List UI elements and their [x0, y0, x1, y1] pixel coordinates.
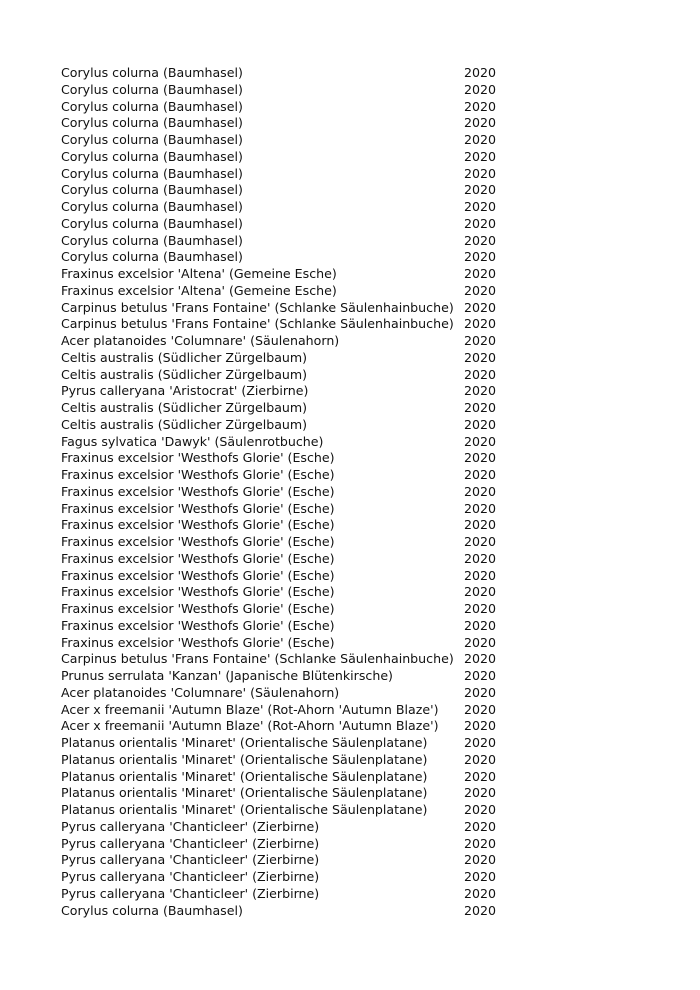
list-item [61, 785, 501, 802]
planting-year: 2020 [464, 232, 497, 248]
list-item [61, 752, 501, 769]
planting-year: 2020 [464, 333, 497, 348]
tree-name: Acer x freemanii 'Autumn Blaze' (Rot-Ahorn 'Autumn Blaze') [61, 718, 439, 734]
planting-year: 2020 [464, 316, 497, 332]
list-item [61, 367, 501, 384]
list-item [61, 166, 501, 183]
list-item [61, 501, 501, 518]
list-item [61, 836, 501, 853]
list-item [61, 249, 501, 266]
tree-name: Fraxinus excelsior 'Altena' (Gemeine Esche) [61, 282, 337, 298]
list-item [61, 383, 501, 400]
planting-year: 2020 [464, 349, 497, 365]
planting-year: 2020 [464, 383, 497, 399]
planting-year: 2020 [464, 416, 497, 432]
tree-name: Fraxinus excelsior 'Westhofs Glorie' (Esche) [61, 617, 335, 633]
tree-name: Fraxinus excelsior 'Westhofs Glorie' (Esche) [61, 467, 335, 482]
planting-year: 2020 [464, 517, 497, 533]
planting-year: 2020 [464, 467, 497, 482]
planting-year: 2020 [464, 601, 497, 616]
planting-year: 2020 [464, 751, 497, 767]
list-item [61, 300, 501, 317]
list-item [61, 350, 501, 367]
tree-name: Pyrus calleryana 'Aristocrat' (Zierbirne) [61, 383, 309, 399]
list-item [61, 584, 501, 601]
tree-name: Celtis australis (Südlicher Zürgelbaum) [61, 400, 308, 415]
list-item [61, 149, 501, 166]
list-item [61, 450, 501, 467]
planting-year: 2020 [464, 869, 497, 884]
list-item [61, 400, 501, 417]
tree-name: Acer platanoides 'Columnare' (Säulenahorn) [61, 684, 340, 700]
tree-name: Fagus sylvatica 'Dawyk' (Säulenrotbuche) [61, 433, 324, 449]
list-item [61, 635, 501, 652]
tree-name: Celtis australis (Südlicher Zürgelbaum) [61, 366, 308, 382]
tree-name: Acer x freemanii 'Autumn Blaze' (Rot-Ahorn 'Autumn Blaze') [61, 701, 439, 717]
list-item [61, 651, 501, 668]
tree-name: Platanus orientalis 'Minaret' (Orientalische Säulenplatane) [61, 802, 428, 817]
planting-year: 2020 [464, 617, 497, 633]
list-item [61, 802, 501, 819]
list-item [61, 233, 501, 250]
list-item [61, 568, 501, 585]
tree-name: Carpinus betulus 'Frans Fontaine' (Schlanke Säulenhainbuche) [61, 651, 454, 667]
list-item [61, 216, 501, 233]
list-item [61, 618, 501, 635]
list-item [61, 903, 501, 920]
planting-year: 2020 [464, 266, 497, 281]
tree-name: Fraxinus excelsior 'Westhofs Glorie' (Esche) [61, 634, 335, 650]
planting-year: 2020 [464, 818, 497, 834]
tree-name: Platanus orientalis 'Minaret' (Orientalische Säulenplatane) [61, 768, 428, 784]
tree-name: Platanus orientalis 'Minaret' (Orientalische Säulenplatane) [61, 735, 428, 750]
list-item [61, 82, 501, 99]
planting-year: 2020 [464, 182, 497, 198]
planting-year: 2020 [464, 902, 497, 918]
planting-year: 2020 [464, 282, 497, 298]
tree-name: Pyrus calleryana 'Chanticleer' (Zierbirne) [61, 818, 320, 834]
planting-year: 2020 [464, 852, 497, 868]
list-item [61, 266, 501, 283]
list-item [61, 434, 501, 451]
planting-year: 2020 [464, 768, 497, 784]
list-item [61, 467, 501, 484]
planting-year: 2020 [464, 433, 497, 449]
list-item [61, 283, 501, 300]
planting-year: 2020 [464, 701, 497, 717]
list-item [61, 685, 501, 702]
planting-year: 2020 [464, 366, 497, 382]
planting-year: 2020 [464, 885, 497, 901]
planting-year: 2020 [464, 148, 497, 164]
planting-year: 2020 [464, 500, 497, 516]
tree-name: Corylus colurna (Baumhasel) [61, 215, 243, 231]
tree-name: Corylus colurna (Baumhasel) [61, 132, 243, 147]
tree-name: Corylus colurna (Baumhasel) [61, 182, 243, 198]
tree-name: Acer platanoides 'Columnare' (Säulenahorn) [61, 333, 340, 348]
planting-year: 2020 [464, 634, 497, 650]
list-item [61, 769, 501, 786]
tree-name: Pyrus calleryana 'Chanticleer' (Zierbirne) [61, 852, 320, 868]
list-item [61, 601, 501, 618]
tree-name: Fraxinus excelsior 'Westhofs Glorie' (Esche) [61, 500, 335, 516]
list-item [61, 417, 501, 434]
list-item [61, 132, 501, 149]
planting-year: 2020 [464, 835, 497, 851]
list-item [61, 852, 501, 869]
planting-year: 2020 [464, 735, 497, 750]
planting-year: 2020 [464, 81, 497, 97]
tree-name: Corylus colurna (Baumhasel) [61, 148, 243, 164]
planting-year: 2020 [464, 802, 497, 817]
tree-name: Platanus orientalis 'Minaret' (Orientalische Säulenplatane) [61, 751, 428, 767]
planting-year: 2020 [464, 584, 497, 600]
planting-year: 2020 [464, 215, 497, 231]
planting-year: 2020 [464, 483, 497, 499]
planting-year: 2020 [464, 684, 497, 700]
tree-name: Pyrus calleryana 'Chanticleer' (Zierbirne) [61, 869, 320, 884]
list-item [61, 99, 501, 116]
tree-name: Fraxinus excelsior 'Westhofs Glorie' (Esche) [61, 567, 335, 583]
tree-name: Corylus colurna (Baumhasel) [61, 249, 243, 265]
tree-name: Corylus colurna (Baumhasel) [61, 232, 243, 248]
tree-name: Fraxinus excelsior 'Westhofs Glorie' (Esche) [61, 450, 335, 466]
list-item [61, 316, 501, 333]
planting-year: 2020 [464, 165, 497, 181]
tree-name: Corylus colurna (Baumhasel) [61, 65, 243, 80]
tree-name: Fraxinus excelsior 'Westhofs Glorie' (Esche) [61, 517, 335, 533]
tree-name: Pyrus calleryana 'Chanticleer' (Zierbirne) [61, 885, 320, 901]
tree-name: Corylus colurna (Baumhasel) [61, 199, 243, 214]
tree-name: Fraxinus excelsior 'Westhofs Glorie' (Esche) [61, 584, 335, 600]
planting-year: 2020 [464, 249, 497, 265]
tree-name: Carpinus betulus 'Frans Fontaine' (Schlanke Säulenhainbuche) [61, 299, 454, 315]
tree-name: Prunus serrulata 'Kanzan' (Japanische Blütenkirsche) [61, 668, 393, 683]
list-item [61, 115, 501, 132]
tree-name: Corylus colurna (Baumhasel) [61, 165, 243, 181]
list-item [61, 65, 501, 82]
planting-year: 2020 [464, 534, 497, 549]
tree-name: Carpinus betulus 'Frans Fontaine' (Schlanke Säulenhainbuche) [61, 316, 454, 332]
tree-name: Corylus colurna (Baumhasel) [61, 98, 243, 114]
list-item [61, 819, 501, 836]
planting-year: 2020 [464, 785, 497, 801]
tree-name: Celtis australis (Südlicher Zürgelbaum) [61, 416, 308, 432]
tree-name: Celtis australis (Südlicher Zürgelbaum) [61, 349, 308, 365]
list-item [61, 484, 501, 501]
list-item [61, 668, 501, 685]
planting-year: 2020 [464, 98, 497, 114]
list-item [61, 199, 501, 216]
list-item [61, 702, 501, 719]
list-item [61, 735, 501, 752]
tree-name: Platanus orientalis 'Minaret' (Orientalische Säulenplatane) [61, 785, 428, 801]
list-item [61, 534, 501, 551]
tree-name: Corylus colurna (Baumhasel) [61, 81, 243, 97]
list-item [61, 886, 501, 903]
tree-name: Pyrus calleryana 'Chanticleer' (Zierbirne) [61, 835, 320, 851]
tree-name: Fraxinus excelsior 'Westhofs Glorie' (Esche) [61, 601, 335, 616]
list-item [61, 517, 501, 534]
tree-name: Fraxinus excelsior 'Westhofs Glorie' (Esche) [61, 534, 335, 549]
tree-name: Fraxinus excelsior 'Westhofs Glorie' (Esche) [61, 483, 335, 499]
list-item [61, 869, 501, 886]
list-item [61, 333, 501, 350]
planting-year: 2020 [464, 718, 497, 734]
planting-year: 2020 [464, 400, 497, 415]
planting-year: 2020 [464, 450, 497, 466]
tree-name: Corylus colurna (Baumhasel) [61, 902, 243, 918]
list-item [61, 718, 501, 735]
planting-year: 2020 [464, 550, 497, 566]
tree-name: Fraxinus excelsior 'Altena' (Gemeine Esche) [61, 266, 337, 281]
tree-list [61, 65, 501, 919]
planting-year: 2020 [464, 132, 497, 147]
planting-year: 2020 [464, 668, 497, 683]
planting-year: 2020 [464, 567, 497, 583]
planting-year: 2020 [464, 651, 497, 667]
list-item [61, 551, 501, 568]
tree-name: Fraxinus excelsior 'Westhofs Glorie' (Esche) [61, 550, 335, 566]
planting-year: 2020 [464, 199, 497, 214]
planting-year: 2020 [464, 115, 497, 131]
planting-year: 2020 [464, 299, 497, 315]
planting-year: 2020 [464, 65, 497, 80]
list-item [61, 182, 501, 199]
tree-name: Corylus colurna (Baumhasel) [61, 115, 243, 131]
